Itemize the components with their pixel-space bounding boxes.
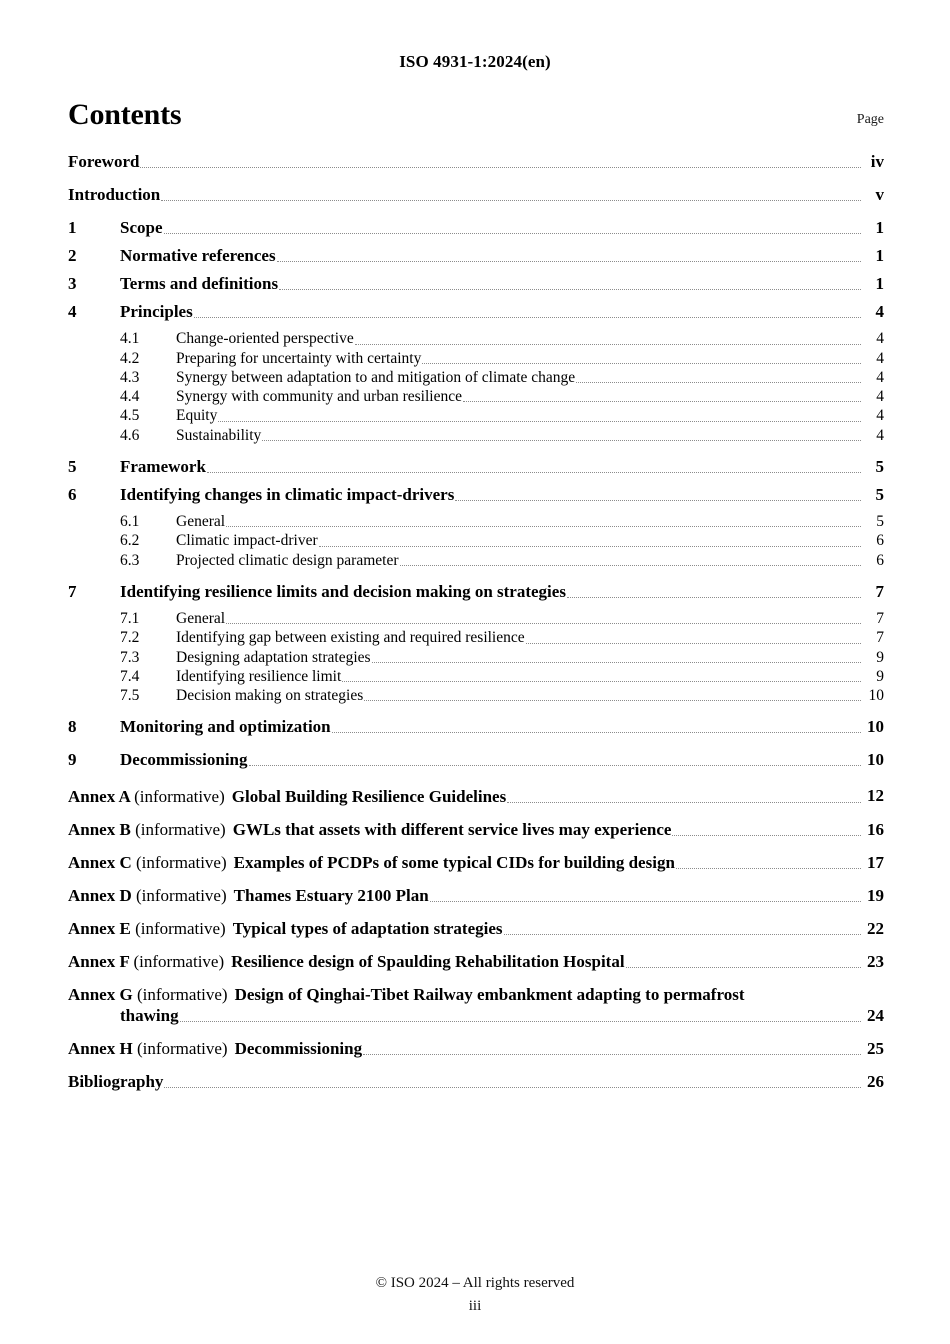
subclause-number: 4.1 [120, 330, 140, 348]
toc-entry-page: 7 [876, 629, 884, 647]
toc-entry-page: 6 [876, 551, 884, 569]
toc-entry-page: 23 [867, 951, 884, 971]
toc-entry-clause-2[interactable] [68, 246, 884, 266]
subclause-number: 6.1 [120, 513, 140, 531]
toc-entry-page: 6 [876, 532, 884, 550]
toc-entry-page: v [875, 185, 884, 205]
toc-entry-page: 10 [867, 750, 884, 770]
toc-entry-subclause-6-3[interactable] [68, 552, 884, 570]
subclause-number: 4.5 [120, 407, 140, 425]
toc-entry-page: 4 [876, 349, 884, 367]
annex-designation-text: Annex E [68, 918, 131, 938]
dot-leader [576, 372, 861, 388]
toc-entry-label: Synergy between adaptation to and mitigation of climate change [176, 368, 576, 386]
subclause-number: 4.2 [120, 349, 140, 367]
dot-leader [363, 1042, 861, 1059]
toc-entry-page: iv [870, 152, 884, 171]
annex-kind: (informative) [134, 786, 225, 806]
toc-entry-page: 9 [876, 648, 884, 666]
dot-leader [164, 221, 862, 238]
toc-entry-page: 1 [875, 218, 884, 238]
toc-entry-label: Introduction [68, 185, 161, 205]
toc-entry-label: Scope [120, 218, 163, 238]
subclause-number: 4.6 [120, 426, 140, 444]
toc-entry-label: Monitoring and optimization [120, 717, 331, 737]
toc-entry-label: Thames Estuary 2100 Plan [233, 885, 429, 905]
dot-leader [319, 535, 861, 551]
toc-entry-subclause-7-3[interactable] [68, 649, 884, 667]
dot-leader [226, 516, 861, 532]
dot-leader [672, 823, 861, 840]
dot-leader [140, 155, 861, 172]
dot-leader [161, 188, 861, 205]
dot-leader [372, 651, 861, 667]
toc-entry-clause-7[interactable] [68, 582, 884, 602]
toc-entry-page: 4 [876, 388, 884, 406]
annex-designation [68, 886, 227, 906]
table-of-contents [68, 152, 884, 1092]
toc-entry-page: 1 [875, 246, 884, 266]
toc-entry-page: 22 [867, 918, 884, 938]
toc-entry-label: Design of Qinghai-Tibet Railway embankment adapting to permafrost [234, 984, 745, 1004]
toc-entry-label: Equity [176, 407, 218, 425]
dot-leader [342, 671, 861, 687]
toc-entry-introduction[interactable] [68, 185, 884, 205]
toc-entry-bibliography[interactable] [68, 1072, 884, 1092]
toc-entry-page: 7 [876, 609, 884, 627]
toc-entry-subclause-7-5[interactable] [68, 687, 884, 705]
toc-entry-label: Resilience design of Spaulding Rehabilitation Hospital [231, 951, 625, 971]
toc-entry-page: 10 [868, 687, 884, 705]
toc-entry-subclause-4-2[interactable] [68, 350, 884, 368]
subclause-number: 7.2 [120, 629, 140, 647]
dot-leader [279, 277, 861, 294]
toc-entry-label: Synergy with community and urban resilience [176, 388, 462, 406]
dot-leader [567, 585, 861, 602]
running-header: ISO 4931-1:2024(en) [399, 52, 551, 71]
toc-entry-page: 4 [875, 302, 884, 322]
toc-entry-label: Decommissioning [120, 750, 248, 770]
annex-designation-text: Annex F [68, 951, 130, 971]
toc-entry-page: 19 [867, 885, 884, 905]
toc-entry-label: Projected climatic design parameter [176, 551, 399, 569]
toc-entry-page: 17 [867, 852, 884, 872]
dot-leader [355, 333, 861, 349]
subclause-number: 6.2 [120, 532, 140, 550]
toc-entry-page: 7 [875, 581, 884, 601]
clause-number: 3 [68, 274, 77, 294]
dot-leader [164, 1075, 861, 1092]
annex-designation-text: Annex G [68, 984, 133, 1004]
toc-entry-label: General [176, 513, 226, 531]
toc-entry-page: 4 [876, 426, 884, 444]
toc-entry-clause-4[interactable] [68, 302, 884, 322]
annex-kind: (informative) [136, 1038, 228, 1058]
toc-entry-annex-h[interactable] [68, 1039, 884, 1059]
toc-entry-label: Principles [120, 302, 193, 322]
toc-entry-label: Sustainability [176, 426, 262, 444]
subclause-number: 7.1 [120, 609, 140, 627]
toc-entry-foreword[interactable] [68, 152, 884, 172]
dot-leader [218, 410, 861, 426]
dot-leader [626, 955, 861, 972]
subclause-number: 7.3 [120, 648, 140, 666]
clause-number: 9 [68, 750, 77, 770]
toc-entry-label: Normative references [120, 246, 276, 266]
subclause-number: 6.3 [120, 551, 140, 569]
toc-entry-page: 25 [867, 1038, 884, 1058]
toc-entry-subclause-4-5[interactable] [68, 407, 884, 425]
annex-designation [68, 985, 228, 1005]
toc-entry-label: Preparing for uncertainty with certainty [176, 349, 422, 367]
toc-entry-label: Climatic impact-driver [176, 532, 318, 550]
dot-leader [422, 352, 861, 368]
toc-entry-annex-f[interactable] [68, 952, 884, 972]
clause-number: 2 [68, 246, 77, 266]
toc-entry-annex-d[interactable] [68, 886, 884, 906]
annex-designation [68, 820, 226, 840]
toc-entry-clause-9[interactable] [68, 750, 884, 770]
toc-entry-label: Framework [120, 456, 206, 476]
toc-entry-annex-b[interactable] [68, 820, 884, 840]
clause-number: 5 [68, 456, 77, 476]
toc-entry-page: 1 [875, 274, 884, 294]
annex-kind: (informative) [136, 984, 228, 1004]
toc-entry-annex-c[interactable] [68, 853, 884, 873]
toc-entry-label: Designing adaptation strategies [176, 648, 371, 666]
toc-entry-label: Global Building Resilience Guidelines [231, 786, 507, 806]
clause-number: 7 [68, 581, 77, 601]
toc-entry-label-continuation: thawing [120, 1005, 179, 1025]
dot-leader [676, 856, 861, 873]
toc-entry-page: 26 [867, 1071, 884, 1091]
dot-leader [463, 391, 861, 407]
toc-entry-label: Change-oriented perspective [176, 330, 354, 348]
annex-designation-text: Annex D [68, 885, 132, 905]
toc-entry-label: Terms and definitions [120, 274, 279, 294]
annex-kind: (informative) [133, 951, 225, 971]
dot-leader [194, 305, 861, 322]
toc-entry-page: 10 [867, 717, 884, 737]
annex-designation [68, 1039, 228, 1059]
subclause-number: 4.3 [120, 368, 140, 386]
dot-leader [430, 889, 861, 906]
dot-leader [504, 922, 861, 939]
toc-entry-page: 5 [876, 513, 884, 531]
dot-leader [180, 1009, 861, 1026]
toc-entry-subclause-4-1[interactable] [68, 330, 884, 348]
toc-entry-page: 4 [876, 407, 884, 425]
annex-designation-text: Annex C [68, 852, 132, 872]
toc-entry-clause-8[interactable] [68, 717, 884, 737]
annex-designation [68, 853, 227, 873]
toc-entry-label: Identifying changes in climatic impact-drivers [120, 485, 455, 505]
dot-leader [249, 753, 862, 770]
toc-entry-label: Identifying resilience limit [176, 667, 342, 685]
toc-entry-label: Bibliography [68, 1071, 164, 1091]
toc-entry-clause-5[interactable] [68, 457, 884, 477]
page-title: Contents [68, 98, 182, 131]
clause-number: 4 [68, 302, 77, 322]
dot-leader [507, 790, 861, 807]
dot-leader [455, 488, 861, 505]
annex-designation [68, 952, 224, 972]
annex-kind: (informative) [135, 819, 226, 839]
subclause-number: 7.4 [120, 667, 140, 685]
contents-header [68, 98, 884, 136]
annex-kind: (informative) [136, 852, 227, 872]
copyright-notice: © ISO 2024 – All rights reserved [375, 1275, 575, 1291]
page-column-label: Page [856, 112, 884, 127]
toc-entry-label: General [176, 609, 226, 627]
toc-entry-clause-1[interactable] [68, 218, 884, 238]
toc-entry-page: 4 [876, 330, 884, 348]
toc-entry-label: Examples of PCDPs of some typical CIDs for building design [233, 852, 675, 872]
toc-entry-subclause-6-1[interactable] [68, 513, 884, 531]
toc-entry-subclause-7-4[interactable] [68, 668, 884, 686]
dot-leader [207, 460, 861, 477]
toc-entry-subclause-4-6[interactable] [68, 427, 884, 445]
annex-designation-text: Annex H [68, 1038, 133, 1058]
clause-number: 6 [68, 485, 77, 505]
dot-leader [400, 554, 861, 570]
toc-entry-page: 12 [867, 786, 884, 806]
toc-entry-page: 24 [867, 1005, 884, 1025]
toc-entry-page: 9 [876, 667, 884, 685]
toc-entry-subclause-6-2[interactable] [68, 532, 884, 550]
toc-entry-subclause-7-2[interactable] [68, 629, 884, 647]
clause-number: 1 [68, 218, 77, 238]
toc-entry-label: Identifying resilience limits and decision making on strategies [120, 581, 566, 601]
toc-entry-page: 5 [875, 456, 884, 476]
toc-entry-clause-3[interactable] [68, 274, 884, 294]
toc-entry-page: 5 [875, 485, 884, 505]
annex-designation [68, 787, 225, 807]
toc-entry-subclause-7-1[interactable] [68, 610, 884, 628]
annex-kind: (informative) [136, 885, 227, 905]
toc-entry-label: Identifying gap between existing and required resilience [176, 629, 525, 647]
toc-entry-annex-e[interactable] [68, 919, 884, 939]
annex-designation [68, 919, 226, 939]
dot-leader [226, 613, 861, 629]
toc-entry-subclause-4-4[interactable] [68, 388, 884, 406]
dot-leader [526, 632, 861, 648]
annex-kind: (informative) [135, 918, 226, 938]
annex-line-continuation [68, 1005, 884, 1026]
toc-entry-label: Typical types of adaptation strategies [232, 918, 503, 938]
toc-entry-clause-6[interactable] [68, 485, 884, 505]
toc-entry-page: 16 [867, 819, 884, 839]
annex-designation-text: Annex A [68, 786, 130, 806]
page-folio: iii [468, 1298, 482, 1314]
toc-entry-page: 4 [876, 368, 884, 386]
annex-line-primary [68, 985, 884, 1005]
toc-entry-label: Decommissioning [234, 1038, 363, 1058]
dot-leader [332, 720, 861, 737]
toc-entry-annex-a[interactable] [68, 786, 884, 806]
toc-entry-label: Foreword [68, 152, 140, 171]
clause-number: 8 [68, 717, 77, 737]
dot-leader [364, 690, 861, 706]
subclause-number: 7.5 [120, 687, 140, 705]
toc-entry-label: Decision making on strategies [176, 687, 364, 705]
toc-entry-subclause-4-3[interactable] [68, 369, 884, 387]
dot-leader [262, 429, 861, 445]
annex-designation-text: Annex B [68, 819, 131, 839]
dot-leader [277, 249, 861, 266]
toc-entry-label: GWLs that assets with different service lives may experience [232, 819, 672, 839]
toc-entry-annex-g[interactable] [68, 985, 884, 1026]
subclause-number: 4.4 [120, 388, 140, 406]
